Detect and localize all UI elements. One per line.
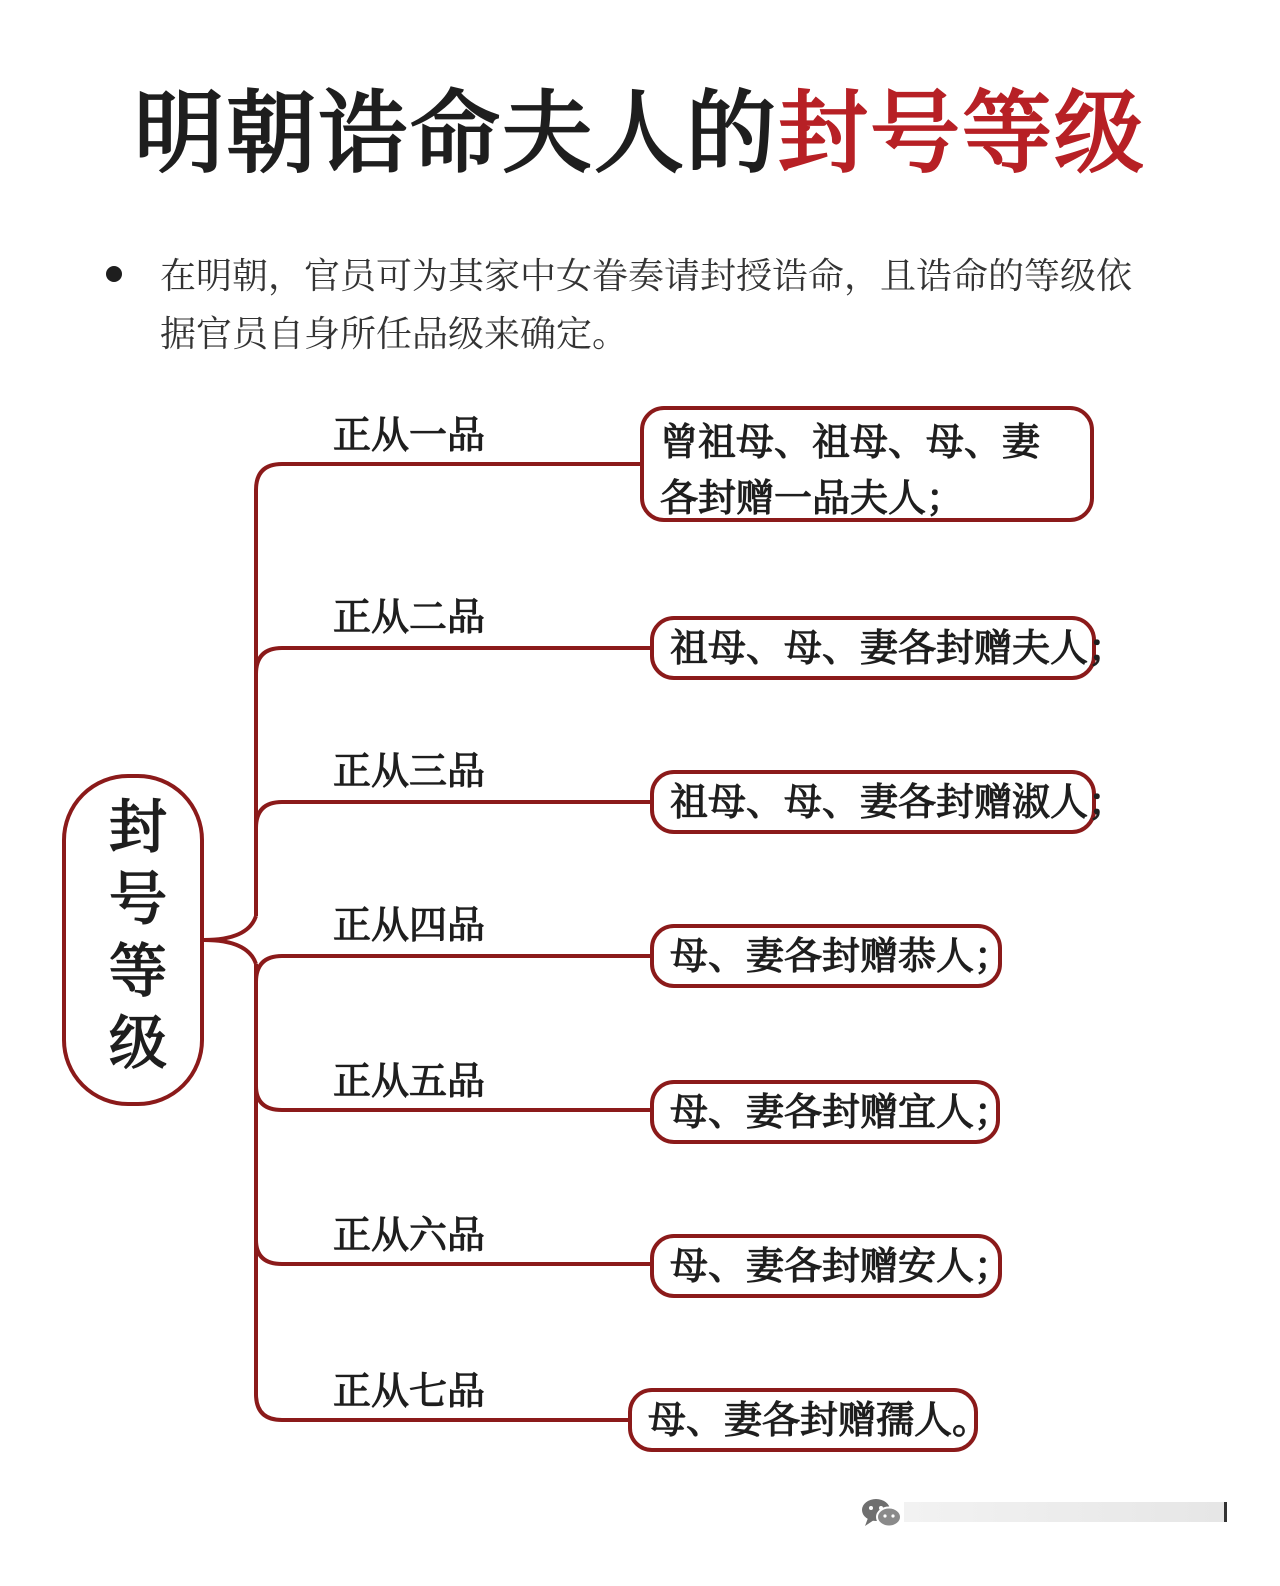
rank-label: 正从七品	[333, 1368, 486, 1413]
watermark	[860, 1496, 1232, 1530]
title-box: 母、妻各封赠恭人；	[650, 924, 1002, 988]
rank-label: 正从五品	[333, 1058, 486, 1103]
branch-line	[256, 648, 650, 674]
watermark-bar	[904, 1502, 1227, 1522]
trunk-line	[256, 464, 640, 916]
root-label: 封号等级	[99, 796, 167, 1084]
rank-label: 正从四品	[333, 902, 486, 947]
trunk-connector	[204, 940, 256, 964]
title-box: 祖母、母、妻各封赠夫人；	[650, 616, 1096, 680]
intro-text: 在明朝，官员可为其家中女眷奏请封授诰命，且诰命的等级依据官员自身所任品级来确定。	[160, 256, 1133, 355]
rank-label: 正从二品	[333, 594, 486, 639]
wechat-icon	[860, 1496, 904, 1530]
rank-label: 正从一品	[333, 412, 486, 457]
branch-line	[256, 956, 650, 982]
branch-line	[256, 802, 650, 828]
trunk-connector	[204, 916, 256, 940]
title-box: 母、妻各封赠孺人。	[628, 1388, 978, 1452]
branch-line	[256, 964, 628, 1420]
root-node	[62, 774, 204, 1106]
title-box: 母、妻各封赠宜人；	[650, 1080, 1000, 1144]
rank-label: 正从三品	[333, 748, 486, 793]
title-box: 祖母、母、妻各封赠淑人；	[650, 770, 1096, 834]
title-box: 母、妻各封赠安人；	[650, 1234, 1002, 1298]
title-accent: 封号等级	[778, 80, 1146, 186]
title-box: 曾祖母、祖母、母、妻各封赠一品夫人；	[640, 406, 1094, 522]
title-prefix: 明朝诰命夫人的	[134, 80, 778, 186]
rank-label: 正从六品	[333, 1212, 486, 1257]
